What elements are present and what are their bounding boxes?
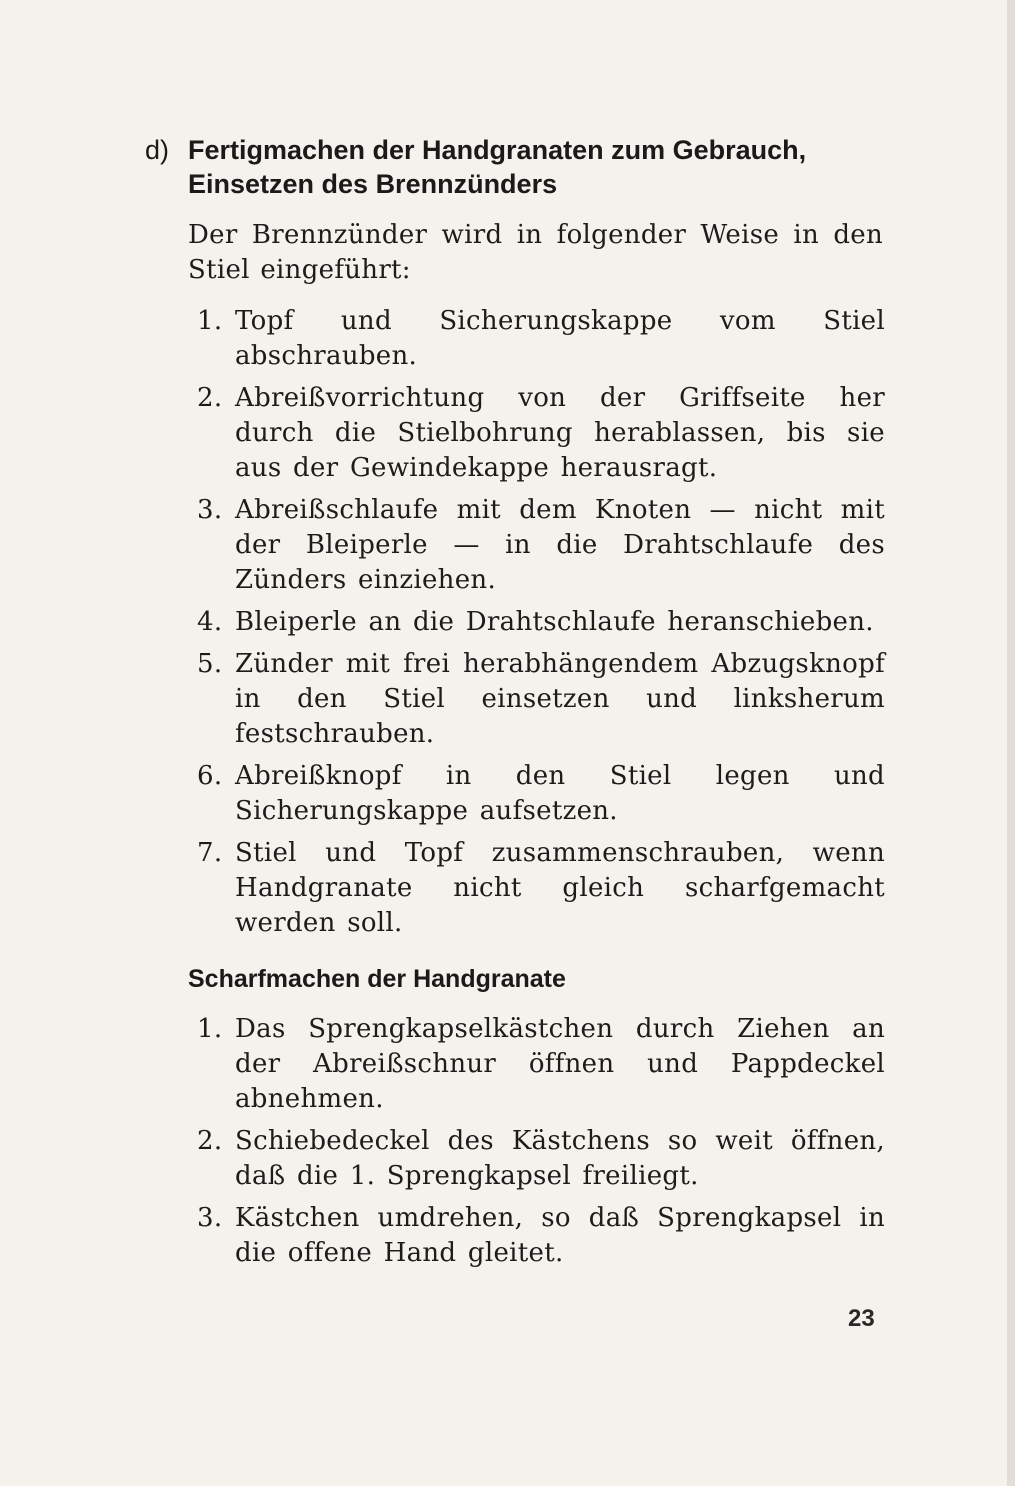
step-text: Abreißschlaufe mit dem Knoten — nicht mit der Bleiperle — in die Drahtschlaufe des Zünders einziehen.	[235, 495, 885, 595]
page-number: 23	[848, 1305, 875, 1332]
step-number: 3.	[197, 1203, 223, 1233]
insertion-steps-list	[188, 304, 885, 948]
step-number: 5.	[197, 649, 223, 679]
arming-steps-list	[188, 1012, 885, 1278]
step-number: 6.	[197, 761, 223, 791]
list-item	[188, 759, 885, 829]
step-text: Stiel und Topf zusammenschrauben, wenn Handgranate nicht gleich scharfgemacht werden soll.	[235, 838, 885, 938]
section-letter: d)	[145, 135, 170, 165]
step-number: 7.	[197, 838, 223, 868]
step-text: Zünder mit frei herabhängendem Abzugsknopf in den Stiel einsetzen und linksherum festschrauben.	[235, 649, 885, 749]
step-number: 1.	[197, 1014, 223, 1044]
list-item	[188, 381, 885, 486]
intro-paragraph: Der Brennzünder wird in folgender Weise in den Stiel eingeführt:	[188, 220, 883, 285]
list-item	[188, 1201, 885, 1271]
list-item	[188, 836, 885, 941]
step-number: 3.	[197, 495, 223, 525]
step-text: Das Sprengkapselkästchen durch Ziehen an der Abreißschnur öffnen und Pappdeckel abnehmen.	[235, 1014, 885, 1114]
list-item	[188, 1012, 885, 1117]
step-number: 1.	[197, 306, 223, 336]
step-text: Topf und Sicherungskappe vom Stiel abschrauben.	[235, 306, 885, 371]
step-text: Abreißknopf in den Stiel legen und Sicherungskappe aufsetzen.	[235, 761, 885, 826]
arming-subheading: Scharfmachen der Handgranate	[188, 965, 566, 993]
list-item	[188, 304, 885, 374]
list-item	[188, 605, 885, 640]
list-item	[188, 1124, 885, 1194]
step-text: Abreißvorrichtung von der Griffseite her durch die Stielbohrung herablassen, bis sie aus der Gewindekappe herausragt.	[235, 383, 885, 483]
step-text: Schiebedeckel des Kästchens so weit öffnen, daß die 1. Sprengkapsel freiliegt.	[235, 1126, 885, 1191]
section-heading	[145, 133, 905, 201]
step-number: 2.	[197, 1126, 223, 1156]
step-number: 4.	[197, 607, 223, 637]
list-item	[188, 493, 885, 598]
step-text: Kästchen umdrehen, so daß Sprengkapsel in die offene Hand gleitet.	[235, 1203, 885, 1268]
step-text: Bleiperle an die Drahtschlaufe heranschieben.	[235, 607, 874, 637]
step-number: 2.	[197, 383, 223, 413]
section-title: Fertigmachen der Handgranaten zum Gebrauch, Einsetzen des Brennzünders	[188, 135, 807, 199]
list-item	[188, 647, 885, 752]
